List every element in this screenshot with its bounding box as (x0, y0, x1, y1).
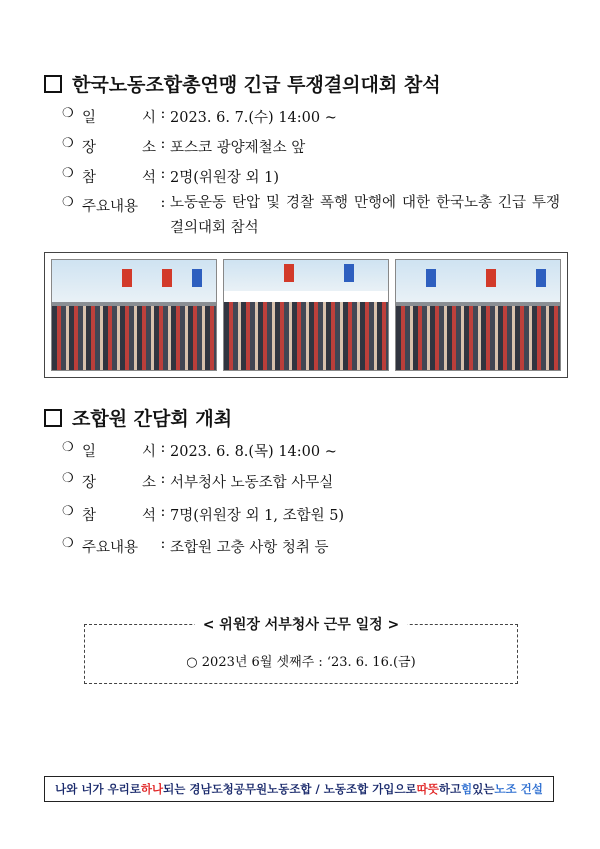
slogan-highlight: 따뜻 (416, 782, 439, 796)
colon: : (160, 106, 166, 122)
row-label: 참 석 (82, 508, 156, 524)
slogan-part: 나와 너가 우리로 (55, 782, 141, 796)
section1-row-content (62, 191, 560, 241)
section1-row-date (62, 106, 337, 127)
circle-bullet-icon: ❍ (62, 195, 74, 210)
colon: : (160, 166, 166, 182)
row-label: 참 석 (82, 170, 156, 186)
section2-row-place (62, 471, 333, 492)
slogan-part: 하고 (438, 782, 462, 796)
circle-bullet-icon: ❍ (62, 106, 74, 121)
schedule-text: ○ 2023년 6월 셋째주 : ‘23. 6. 16.(금) (186, 655, 416, 670)
circle-bullet-icon: ❍ (62, 471, 74, 486)
row-label: 일 시 (82, 444, 156, 460)
rally-photo-3 (395, 259, 561, 371)
row-value: 2023. 6. 8.(목) 14:00 ~ (170, 444, 337, 460)
row-label: 장 소 (82, 140, 156, 156)
schedule-title: < 위원장 서부청사 근무 일정 > (195, 614, 408, 634)
row-value: 포스코 광양제철소 앞 (170, 140, 306, 156)
slogan-part: 있는 (472, 782, 495, 796)
row-value: 2023. 6. 7.(수) 14:00 ~ (170, 110, 337, 126)
row-value: 노동운동 탄압 및 경찰 폭행 만행에 대한 한국노총 긴급 투쟁결의대회 참석 (170, 195, 560, 236)
checkbox-square-icon (44, 75, 62, 93)
slogan-highlight: 힘 (461, 782, 473, 796)
section1-title (44, 70, 441, 97)
row-value: 조합원 고충 사항 청취 등 (170, 540, 329, 556)
colon: : (160, 195, 166, 211)
footer-slogan (44, 776, 554, 802)
slogan-part: 되는 경남도청공무원노동조합 / 노동조합 가입으로 (163, 782, 417, 796)
slogan-highlight: 노조 건설 (494, 782, 543, 796)
row-label: 주요내용 (82, 540, 139, 556)
row-value: 7명(위원장 외 1, 조합원 5) (170, 508, 345, 524)
section1-row-attendees (62, 166, 279, 187)
circle-bullet-icon: ❍ (62, 504, 74, 519)
circle-bullet-icon: ❍ (62, 166, 74, 181)
section2-row-date (62, 440, 337, 461)
section2-row-content (62, 536, 329, 557)
row-label: 일 시 (82, 110, 156, 126)
rally-photo-2 (223, 259, 389, 371)
row-label: 장 소 (82, 475, 156, 491)
colon: : (160, 440, 166, 456)
schedule-box (84, 617, 518, 684)
checkbox-square-icon (44, 409, 62, 427)
photo-strip (44, 252, 568, 378)
colon: : (160, 536, 166, 552)
row-value: 2명(위원장 외 1) (170, 170, 280, 186)
rally-photo-1 (51, 259, 217, 371)
circle-bullet-icon: ❍ (62, 136, 74, 151)
slogan-highlight: 하나 (140, 782, 164, 796)
colon: : (160, 471, 166, 487)
row-value: 서부청사 노동조합 사무실 (170, 475, 334, 491)
section2-title (44, 404, 232, 431)
section1-row-place (62, 136, 305, 157)
colon: : (160, 504, 166, 520)
row-label: 주요내용 (82, 199, 139, 215)
section1-title-text: 한국노동조합총연맹 긴급 투쟁결의대회 참석 (72, 74, 441, 96)
colon: : (160, 136, 166, 152)
section2-row-attendees (62, 504, 344, 525)
circle-bullet-icon: ❍ (62, 536, 74, 551)
circle-bullet-icon: ❍ (62, 440, 74, 455)
section2-title-text: 조합원 간담회 개최 (72, 408, 233, 430)
